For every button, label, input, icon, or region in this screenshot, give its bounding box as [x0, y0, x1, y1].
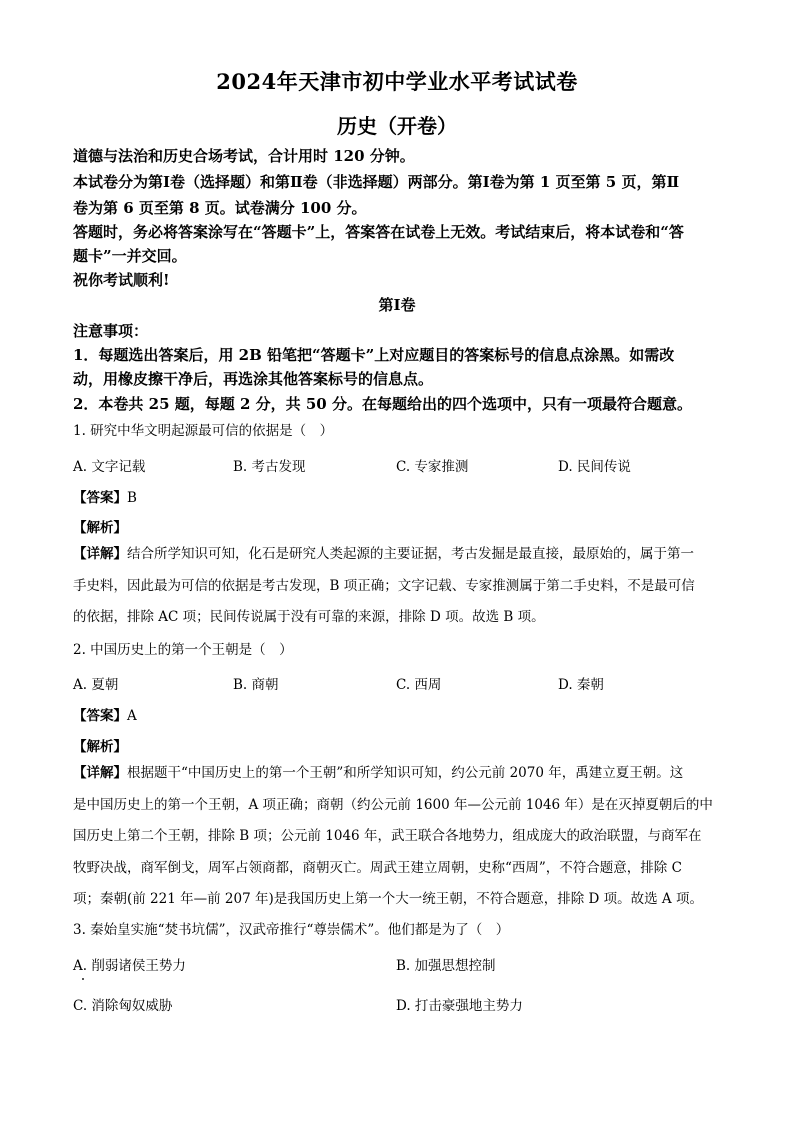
option-a: A. 文字记载 [73, 459, 146, 475]
question-stem: 1. 研究中华文明起源最可信的依据是（ ） [73, 423, 334, 439]
answer-value: B [127, 490, 137, 506]
section-title: 第Ⅰ卷 [378, 296, 416, 314]
options-row [73, 455, 733, 479]
intro-line: 题卡”一并交回。 [73, 247, 187, 265]
question-stem: 2. 中国历史上的第一个王朝是（ ） [73, 642, 293, 658]
detail-line: 【详解】结合所学知识可知，化石是研究人类起源的主要证据，考古发掘是最直接，最原始的，属于第一 [73, 546, 694, 562]
answer-value: A [127, 708, 137, 724]
detail-line: 手史料，因此最为可信的依据是考古发现，B 项正确；文字记载、专家推测属于第二手史料，不是最可信 [73, 577, 695, 594]
options-row [73, 673, 733, 697]
answer-label: 【答案】 [73, 490, 127, 506]
option-d: D. 秦朝 [558, 677, 604, 693]
detail-block [73, 758, 723, 916]
detail-line: 【详解】根据题干“中国历史上的第一个王朝”和所学知识可知，约公元前 2070 年，禹建立夏王朝。这 [73, 765, 684, 781]
detail-line: 国历史上第二个王朝，排除 B 项；公元前 1046 年，武王联合各地势力，组成庞大的政治联盟，与商军在 [73, 828, 702, 844]
options-row [73, 994, 733, 1018]
options-row [73, 954, 733, 978]
detail-label: 【详解】 [73, 546, 127, 562]
note-line: 1．每题选出答案后，用 2B 铅笔把“答题卡”上对应题目的答案标号的信息点涂黑。如需改 [73, 346, 675, 364]
detail-line: 是中国历史上的第一个王朝，A 项正确；商朝（约公元前 1600 年—公元前 1046 年）是在灭掉夏朝后的中 [73, 796, 713, 813]
option-b: B. 加强思想控制 [396, 958, 496, 974]
option-d: D. 民间传说 [558, 459, 631, 475]
detail-line: 的依据，排除 AC 项；民间传说属于没有可靠的来源，排除 D 项。故选 B 项。 [73, 609, 545, 625]
option-d: D. 打击豪强地主势力 [396, 998, 523, 1014]
intro-line: 卷为第 6 页至第 8 页。试卷满分 100 分。 [73, 199, 367, 217]
intro-line: 祝你考试顺利! [73, 271, 170, 289]
analysis-label: 【解析】 [73, 739, 127, 755]
notes-label: 注意事项： [73, 322, 149, 340]
exam-title: 2024年天津市初中学业水平考试试卷 [216, 69, 578, 94]
intro-line: 本试卷分为第Ⅰ卷（选择题）和第Ⅱ卷（非选择题）两部分。第Ⅰ卷为第 1 页至第 5 页，第Ⅱ [73, 173, 680, 191]
analysis-label: 【解析】 [73, 520, 127, 536]
option-b: B. 考古发现 [233, 459, 306, 475]
detail-line: 牧野决战，商军倒戈，周军占领商都，商朝灭亡。周武王建立周朝，史称“西周”，不符合题意，排除 C [73, 859, 682, 876]
option-a: A. 削弱诸侯王势力 [73, 958, 186, 974]
stray-mark [82, 978, 84, 980]
answer-label: 【答案】 [73, 708, 127, 724]
answer-line [73, 486, 137, 506]
answer-line [73, 704, 137, 724]
option-c: C. 消除匈奴威胁 [73, 998, 173, 1014]
option-c: C. 西周 [396, 677, 442, 693]
option-a: A. 夏朝 [73, 677, 119, 693]
detail-label: 【详解】 [73, 765, 127, 781]
detail-line: 项；秦朝(前 221 年—前 207 年)是我国历史上第一个大一统王朝，不符合题意，排除 D 项。故选 A 项。 [73, 891, 703, 907]
note-line: 动，用橡皮擦干净后，再选涂其他答案标号的信息点。 [73, 370, 434, 388]
detail-block [73, 539, 723, 634]
exam-subtitle: 历史（开卷） [337, 114, 457, 138]
intro-line: 答题时，务必将答案涂写在“答题卡”上，答案答在试卷上无效。考试结束后，将本试卷和“答 [73, 223, 684, 241]
option-b: B. 商朝 [233, 677, 279, 693]
option-c: C. 专家推测 [396, 459, 469, 475]
question-stem: 3. 秦始皇实施“焚书坑儒”，汉武帝推行“尊崇儒术”。他们都是为了（ ） [73, 922, 510, 938]
intro-line: 道德与法治和历史合场考试，合计用时 120 分钟。 [73, 147, 415, 165]
note-line: 2．本卷共 25 题，每题 2 分，共 50 分。在每题给出的四个选项中，只有一项最符合题意。 [73, 395, 692, 413]
